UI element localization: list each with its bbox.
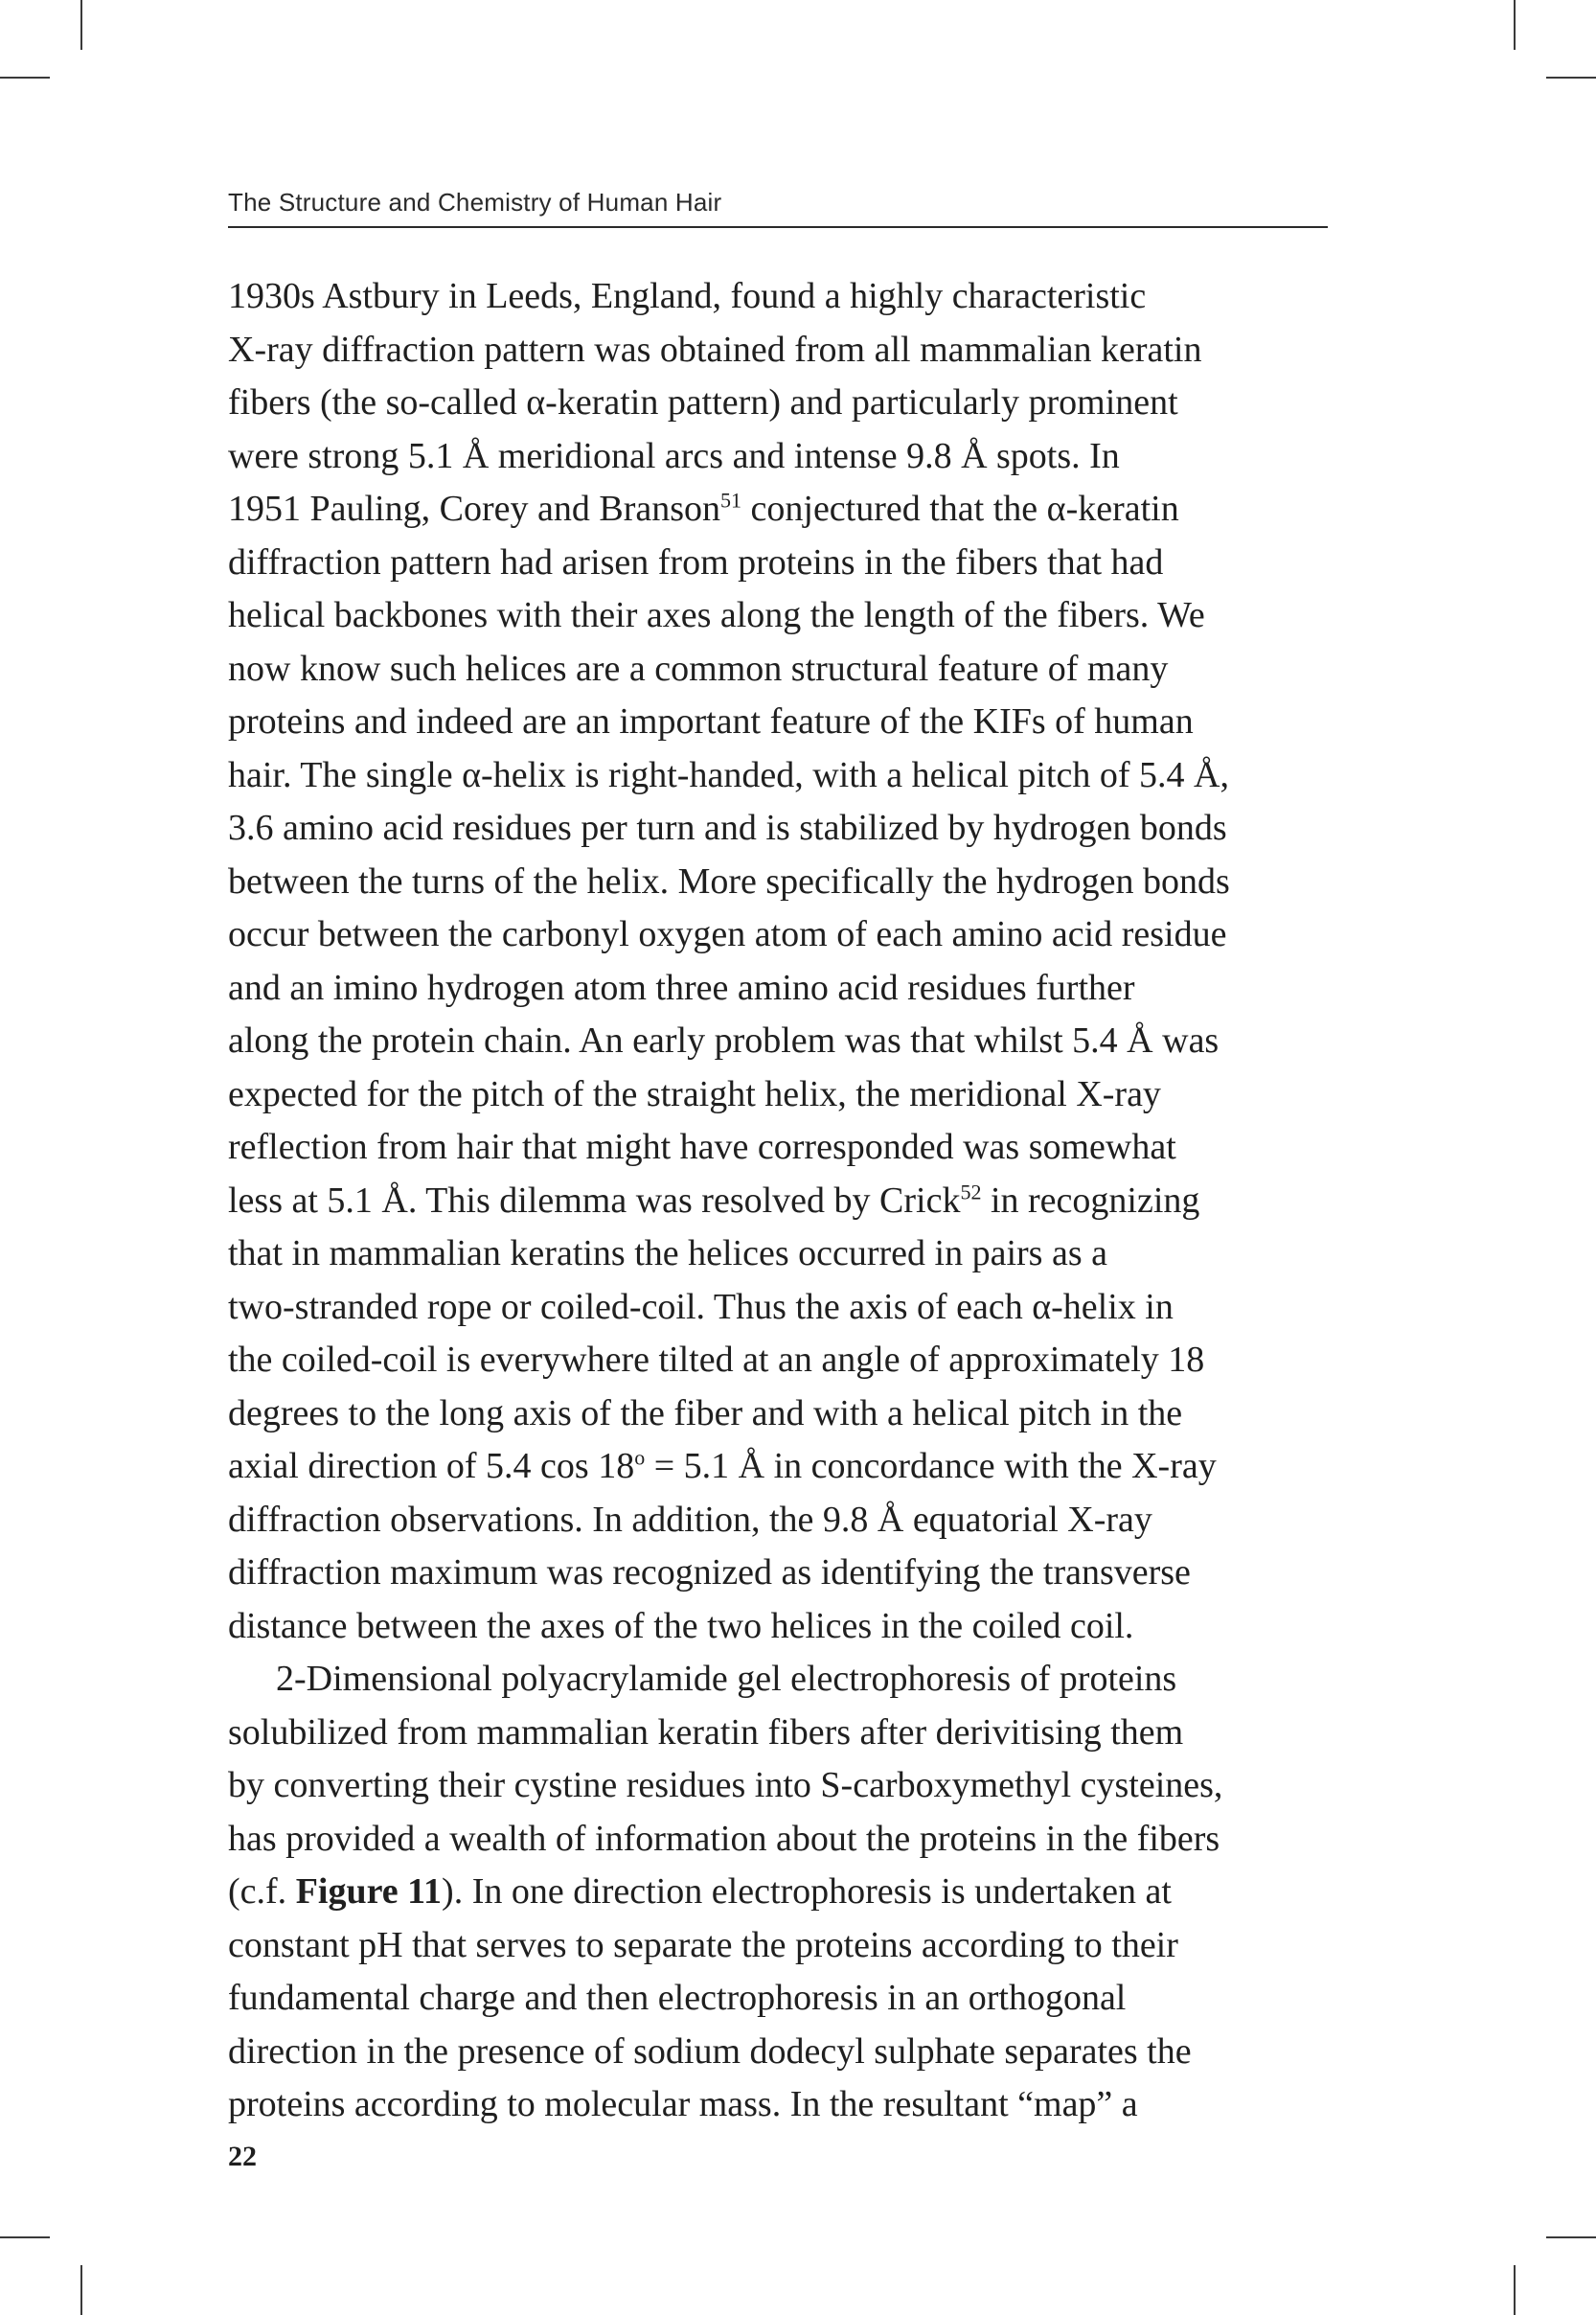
text-line: fundamental charge and then electrophoresis in an orthogonal [228,1978,1127,2018]
text-line: reflection from hair that might have corresponded was somewhat [228,1127,1176,1167]
text-line: fibers (the so-called α-keratin pattern) and particularly prominent [228,382,1178,423]
text-line: now know such helices are a common structural feature of many [228,648,1169,689]
text-line: were strong 5.1 Å meridional arcs and intense 9.8 Å spots. In [228,435,1120,476]
text-line: occur between the carbonyl oxygen atom of each amino acid residue [228,914,1227,954]
crop-mark-top-left-horizontal [0,77,50,79]
body-text [228,270,1330,2132]
text-line: solubilized from mammalian keratin fibers after derivitising them [228,1711,1184,1753]
text-line: expected for the pitch of the straight helix, the meridional X-ray [228,1073,1161,1114]
text-line: helical backbones with their axes along the length of the fibers. We [228,595,1205,635]
text-line: has provided a wealth of information about the proteins in the fibers [228,1818,1220,1859]
page-number: 22 [228,2141,257,2172]
text-line: direction in the presence of sodium dodecyl sulphate separates the [228,2030,1192,2072]
text-line: by converting their cystine residues into S-carboxymethyl cysteines, [228,1765,1223,1805]
text-line: along the protein chain. An early problem was that whilst 5.4 Å was [228,1020,1220,1061]
crop-mark-top-right-vertical [1514,0,1516,50]
superscript: o [634,1445,646,1470]
text-line: and an imino hydrogen atom three amino acid residues further [228,967,1135,1008]
text-line: that in mammalian keratins the helices occurred in pairs as a [228,1233,1107,1273]
text-line: X-ray diffraction pattern was obtained from all mammalian keratin [228,329,1202,370]
text-line: 2-Dimensional polyacrylamide gel electrophoresis of proteins [276,1659,1177,1699]
text-line: diffraction maximum was recognized as identifying the transverse [228,1552,1191,1593]
text-line: proteins according to molecular mass. In the resultant “map” a [228,2084,1138,2124]
text-line: proteins and indeed are an important feature of the KIFs of human [228,701,1194,742]
text-line: (c.f. Figure 11). In one direction electrophoresis is undertaken at [228,1871,1172,1912]
text-line: less at 5.1 Å. This dilemma was resolved by Crick$^{52}$ in recognizing [228,1179,1200,1221]
figure-reference: Figure 11 [295,1871,443,1912]
text-line: 3.6 amino acid residues per turn and is stabilized by hydrogen bonds [228,808,1227,848]
crop-mark-bottom-right-horizontal [1546,2236,1596,2238]
crop-mark-top-left-vertical [80,0,82,50]
crop-mark-bottom-right-vertical [1514,2265,1516,2315]
text-line: degrees to the long axis of the fiber and with a helical pitch in the [228,1392,1183,1433]
text-line: between the turns of the helix. More specifically the hydrogen bonds [228,860,1230,902]
header-rule [228,226,1328,228]
text-line: the coiled-coil is everywhere tilted at an angle of approximately 18 [228,1340,1205,1380]
text-line: 1951 Pauling, Corey and Branson$^{51}$ conjectured that the α-keratin [228,488,1179,529]
text-line: diffraction pattern had arisen from proteins in the fibers that had [228,541,1164,583]
text-line: axial direction of 5.4 $\cos 18^o = 5.1$ Å in concordance with the X-ray [228,1445,1217,1486]
text-line: diffraction observations. In addition, the 9.8 Å equatorial X-ray [228,1499,1152,1540]
crop-mark-top-right-horizontal [1546,77,1596,79]
text-line: 1930s Astbury in Leeds, England, found a highly characteristic [228,276,1147,316]
text-line: distance between the axes of the two helices in the coiled coil. [228,1605,1134,1646]
text-line: hair. The single α-helix is right-handed, with a helical pitch of 5.4 Å, [228,754,1229,795]
text-line: two-stranded rope or coiled-coil. Thus the axis of each α-helix in [228,1286,1174,1327]
crop-mark-bottom-left-vertical [80,2265,82,2315]
superscript: 51 [720,488,742,513]
text-line: constant pH that serves to separate the proteins according to their [228,1924,1178,1965]
superscript: 52 [960,1179,982,1203]
running-head: The Structure and Chemistry of Human Hair [228,188,722,217]
crop-mark-bottom-left-horizontal [0,2236,50,2238]
